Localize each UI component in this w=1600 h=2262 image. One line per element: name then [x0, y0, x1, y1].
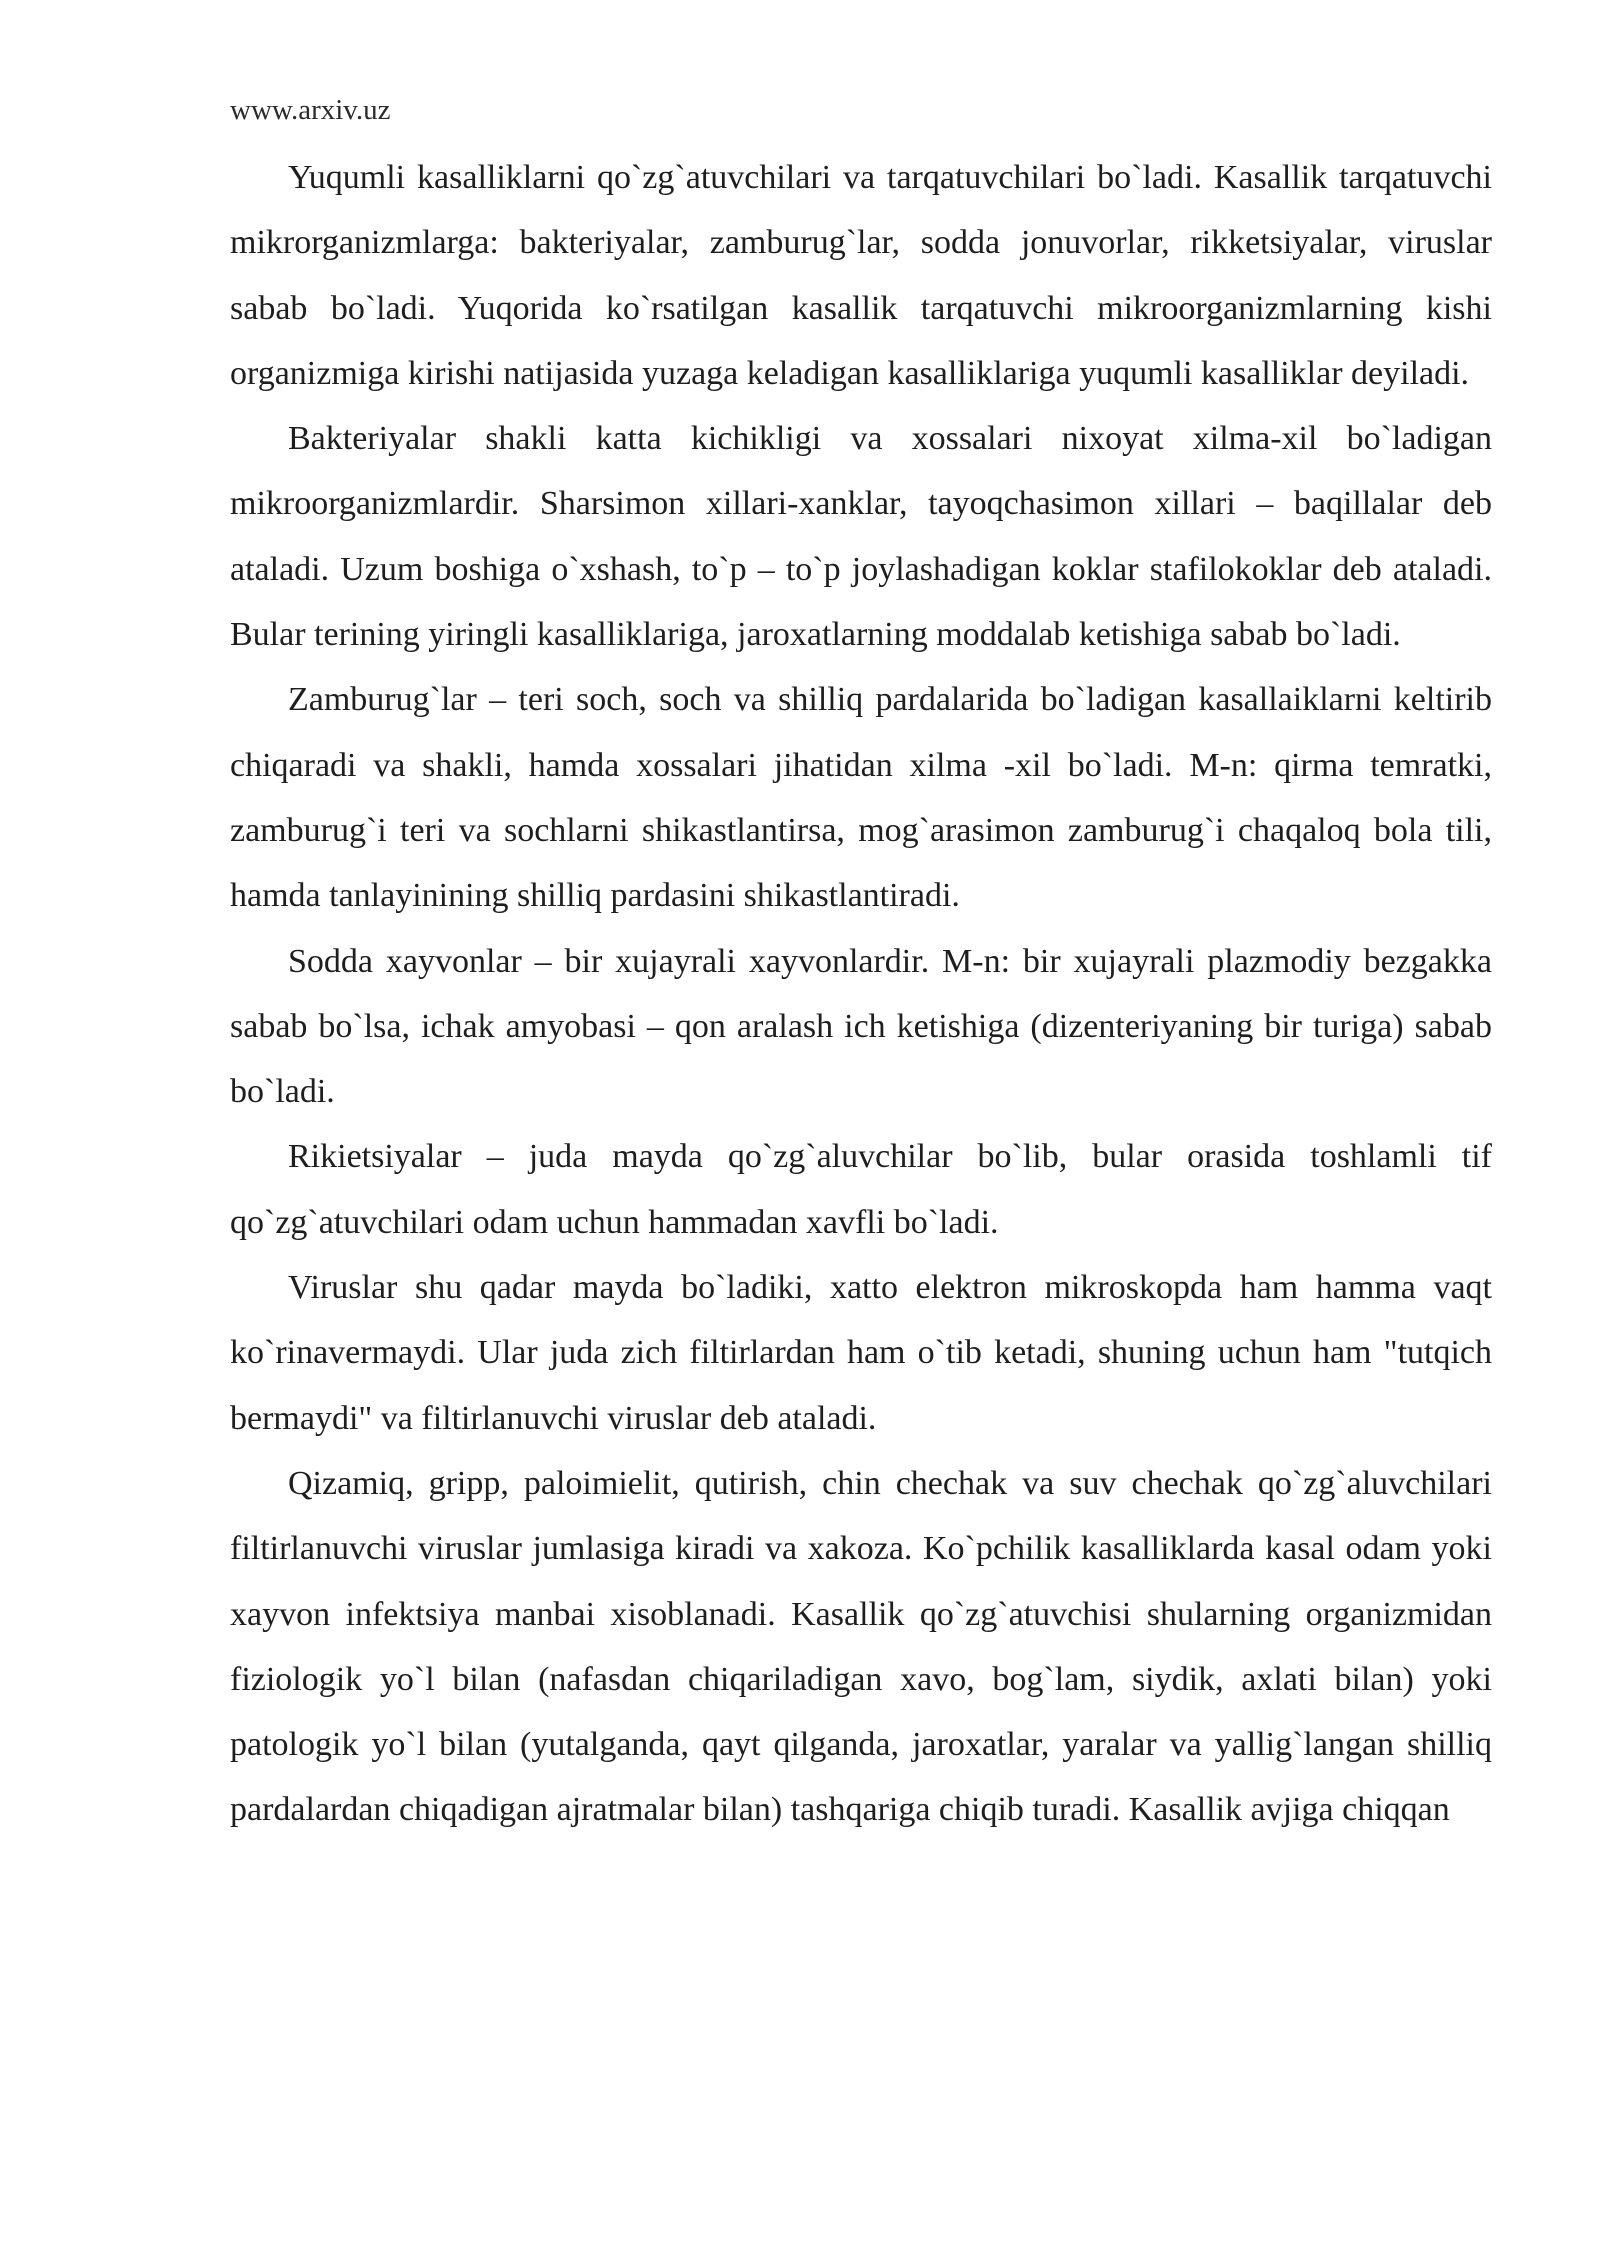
- paragraph-rickettsia: Rikietsiyalar – juda mayda qo`zg`aluvchilar bo`lib, bular orasida toshlamli tif qo`zg`atuvchilari odam uchun hammadan xavfli bo`ladi.: [230, 1138, 1492, 1241]
- paragraph-protozoa: Sodda xayvonlar – bir xujayrali xayvonlardir. M-n: bir xujayrali plazmodiy bezgakka sabab bo`lsa, ichak amyobasi – qon aralash ich ketishiga (dizenteriyaning bir turiga) sabab bo`ladi.: [230, 942, 1492, 1111]
- paragraph-intro: Yuqumli kasalliklarni qo`zg`atuvchilari va tarqatuvchilari bo`ladi. Kasallik tarqatuvchi mikrorganizmlarga: bakteriyalar, zamburug`lar, sodda jonuvorlar, rikketsiyalar, viruslar sabab bo`ladi. Yuqorida ko`rsatilgan kasallik tarqatuvchi mikroorganizmlarning kishi organizmiga kirishi natijasida yuzaga keladigan kasalliklariga yuqumli kasalliklar deyiladi.: [230, 159, 1492, 392]
- paragraph-transmission: Qizamiq, gripp, paloimielit, qutirish, chin chechak va suv chechak qo`zg`aluvchilari filtirlanuvchi viruslar jumlasiga kiradi va xakoza. Ko`pchilik kasalliklarda kasal odam yoki xayvon infektsiya manbai xisoblanadi. Kasallik qo`zg`atuvchisi shularning organizmidan fiziologik yo`l bilan (nafasdan chiqariladigan xavo, bog`lam, siydik, axlati bilan) yoki patologik yo`l bilan (yutalganda, qayt qilganda, jaroxatlar, yaralar va yallig`langan shilliq pardalardan chiqadigan ajratmalar bilan) tashqariga chiqib turadi. Kasallik avjiga chiqqan: [230, 1464, 1492, 1829]
- header-site-url: www.arxiv.uz: [230, 94, 391, 126]
- paragraph-viruses: Viruslar shu qadar mayda bo`ladiki, xatto elektron mikroskopda ham hamma vaqt ko`rinavermaydi. Ular juda zich filtirlardan ham o`tib ketadi, shuning uchun ham "tutqich bermaydi" va filtirlanuvchi viruslar deb ataladi.: [230, 1269, 1492, 1437]
- document-body: [230, 145, 1492, 1843]
- paragraph-fungi: Zamburug`lar – teri soch, soch va shilliq pardalarida bo`ladigan kasallaiklarni keltirib chiqaradi va shakli, hamda xossalari jihatidan xilma -xil bo`ladi. M-n: qirma temratki, zamburug`i teri va sochlarni shikastlantirsa, mog`arasimon zamburug`i chaqaloq bola tili, hamda tanlayinining shilliq pardasini shikastlantiradi.: [230, 681, 1492, 915]
- paragraph-bacteria: Bakteriyalar shakli katta kichikligi va xossalari nixoyat xilma-xil bo`ladigan mikroorganizmlardir. Sharsimon xillari-xanklar, tayoqchasimon xillari – baqillalar deb ataladi. Uzum boshiga o`xshash, to`p – to`p joylashadigan koklar stafilokoklar deb ataladi. Bular terining yiringli kasalliklariga, jaroxatlarning moddalab ketishiga sabab bo`ladi.: [230, 420, 1492, 654]
